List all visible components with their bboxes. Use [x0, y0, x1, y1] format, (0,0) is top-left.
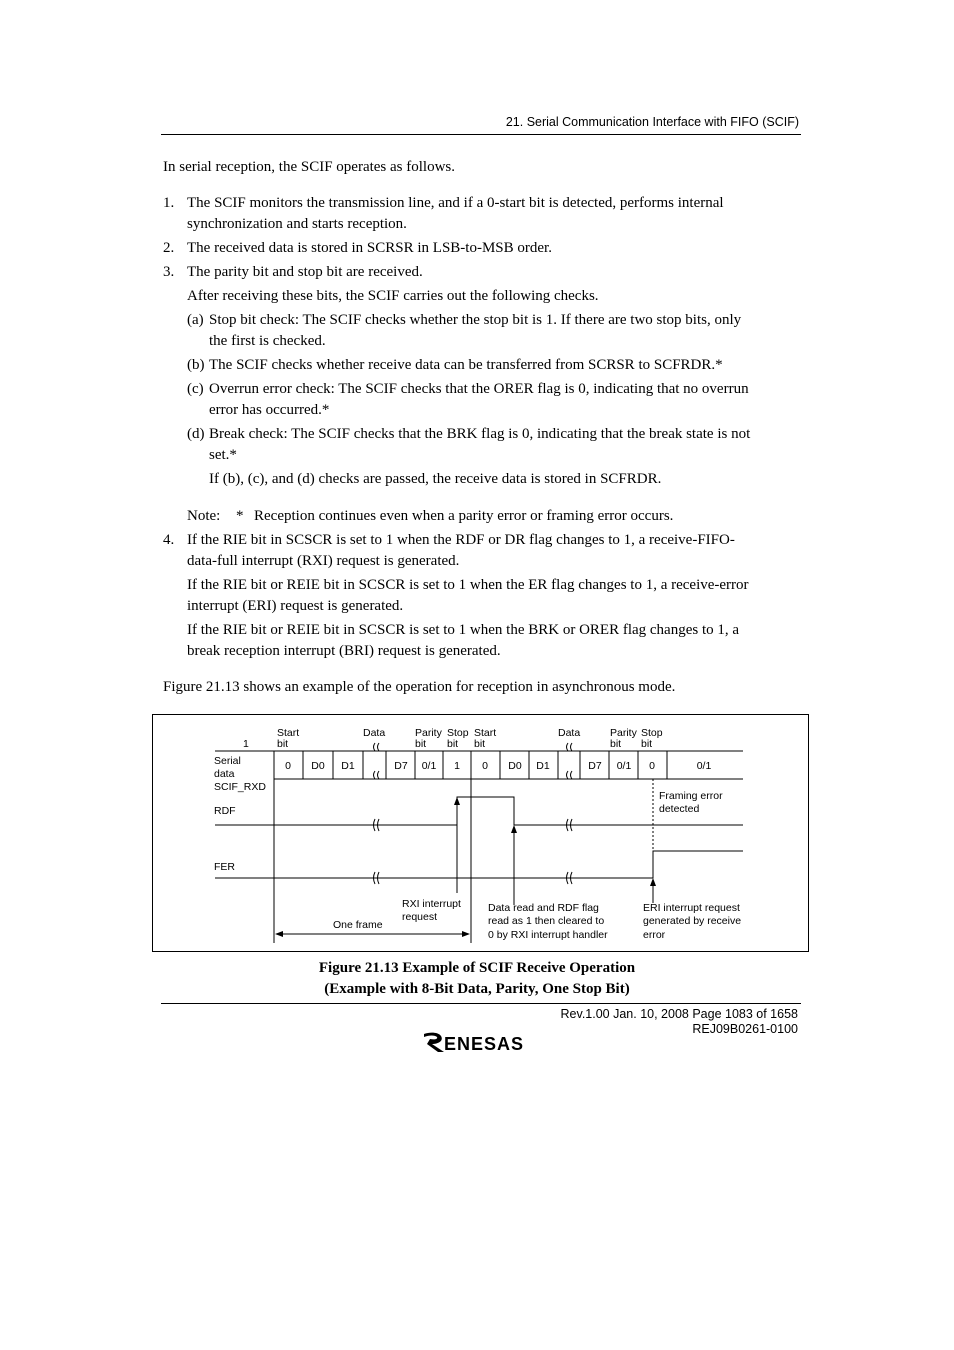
check-text: Stop bit check: The SCIF checks whether the stop bit is 1. If there are two stop bits, only	[209, 312, 742, 328]
renesas-logo-mark	[422, 1031, 542, 1055]
frame2-bit-boundaries	[500, 751, 667, 779]
check-label: (a)	[187, 312, 204, 328]
data-read-note: Data read and RDF flag	[488, 902, 599, 914]
step-number: 1.	[163, 195, 175, 211]
start-bit-label: Start	[277, 727, 300, 739]
figure-caption-title: Figure 21.13 Example of SCIF Receive Operation	[318, 960, 636, 976]
intro-paragraph: In serial reception, the SCIF operates as follows.	[163, 159, 456, 175]
one-frame-arrow-left	[275, 931, 283, 937]
step-text: synchronization and starts reception.	[187, 216, 407, 232]
framing-error-note: detected	[659, 803, 700, 815]
figure-caption-subtitle: (Example with 8-Bit Data, Parity, One Stop Bit)	[324, 981, 630, 997]
stop-bit-label: Stop	[447, 727, 469, 739]
eri-request-note: ERI interrupt request	[643, 902, 740, 914]
bit-value: D0	[311, 760, 325, 772]
bit-value: 0/1	[421, 760, 437, 772]
rxi-arrow-head	[454, 797, 460, 805]
note-star: *	[236, 508, 244, 524]
step-text: After receiving these bits, the SCIF carries out the following checks.	[187, 288, 599, 304]
fer-waveform	[215, 851, 743, 878]
eri-request-note: generated by receive	[643, 915, 742, 927]
step-text: If the RIE bit or REIE bit in SCSCR is set to 1 when the BRK or ORER flag changes to 1, a	[187, 622, 740, 638]
bit-value: 0	[285, 760, 291, 772]
step-text: The received data is stored in SCRSR in LSB-to-MSB order.	[187, 240, 552, 256]
header-rule	[161, 134, 801, 135]
bit-value: D7	[588, 760, 602, 772]
data-break-mark	[374, 743, 380, 779]
bit-value: 0	[649, 760, 655, 772]
parity-bit-label: bit	[610, 738, 622, 750]
start-bit-label: bit	[277, 738, 289, 750]
check-text: The SCIF checks whether receive data can be transferred from SCRSR to SCFRDR.*	[209, 357, 723, 373]
bit-value: D0	[508, 760, 522, 772]
data-read-arrow-head	[511, 825, 517, 833]
check-text: set.*	[209, 447, 237, 463]
start-bit-label: Start	[474, 727, 497, 739]
step-text: break reception interrupt (BRI) request is generated.	[187, 643, 501, 659]
renesas-logo-text: ENESAS	[444, 1034, 525, 1054]
bit-value: D1	[341, 760, 355, 772]
check-text: Overrun error check: The SCIF checks that the ORER flag is 0, indicating that no overrun	[209, 381, 749, 397]
data-read-note: 0 by RXI interrupt handler	[488, 929, 608, 941]
rxi-request-note: request	[402, 911, 438, 923]
data-read-note: read as 1 then cleared to	[488, 915, 605, 927]
step-text: If the RIE bit or REIE bit in SCSCR is set to 1 when the ER flag changes to 1, a receive-error	[187, 577, 749, 593]
step-text: interrupt (ERI) request is generated.	[187, 598, 404, 614]
note-label: Note:	[187, 508, 221, 524]
check-label: (c)	[187, 381, 204, 397]
serial-data-signal-label: Serial	[214, 755, 241, 767]
framing-error-note: Framing error	[659, 790, 723, 802]
bit-value: 0	[482, 760, 488, 772]
fer-signal-label: FER	[214, 861, 235, 873]
frame1-bit-boundaries	[303, 751, 471, 779]
data-label: Data	[558, 727, 581, 739]
note-text: Reception continues even when a parity error or framing error occurs.	[254, 508, 674, 524]
serial-data-signal-label: data	[214, 768, 235, 780]
renesas-logo	[422, 1031, 542, 1060]
footer-doc-number: REJ09B0261-0100	[692, 1022, 798, 1036]
timing-diagram-svg	[153, 715, 810, 953]
check-label: (b)	[187, 357, 205, 373]
stop-bit-label: bit	[641, 738, 653, 750]
check-text: error has occurred.*	[209, 402, 330, 418]
step-text: The parity bit and stop bit are received.	[187, 264, 423, 280]
bit-value: 1	[454, 760, 460, 772]
bit-value: D7	[394, 760, 408, 772]
parity-bit-label: Parity	[610, 727, 637, 739]
parity-bit-label: Parity	[415, 727, 442, 739]
timing-diagram	[152, 714, 809, 952]
stop-bit-label: Stop	[641, 727, 663, 739]
serial-data-signal-label: SCIF_RXD	[214, 781, 266, 793]
data-break-mark	[567, 743, 573, 779]
serial-data-low-line	[215, 751, 743, 779]
rxi-request-note: RXI interrupt	[402, 898, 461, 910]
step-number: 4.	[163, 532, 175, 548]
check-text: Break check: The SCIF checks that the BRK flag is 0, indicating that the break state is not	[209, 426, 751, 442]
figure-reference: Figure 21.13 shows an example of the operation for reception in asynchronous mode.	[163, 679, 676, 695]
start-bit-label: bit	[474, 738, 486, 750]
step-text: If the RIE bit in SCSCR is set to 1 when the RDF or DR flag changes to 1, a receive-FIFO-	[187, 532, 735, 548]
eri-request-note: error	[643, 929, 666, 941]
one-frame-arrow-right	[462, 931, 470, 937]
footer-revision: Rev.1.00 Jan. 10, 2008 Page 1083 of 1658	[560, 1007, 798, 1021]
step-text: data-full interrupt (RXI) request is generated.	[187, 553, 460, 569]
check-label: (d)	[187, 426, 205, 442]
footer-rule	[161, 1003, 801, 1004]
eri-arrow-head	[650, 878, 656, 886]
stop-bit-label: bit	[447, 738, 459, 750]
step-number: 2.	[163, 240, 175, 256]
check-text: the first is checked.	[209, 333, 326, 349]
bit-value: D1	[536, 760, 550, 772]
checks-passed-text: If (b), (c), and (d) checks are passed, the receive data is stored in SCFRDR.	[209, 471, 662, 487]
running-header: 21. Serial Communication Interface with FIFO (SCIF)	[505, 115, 799, 129]
idle-level-label: 1	[243, 738, 249, 750]
one-frame-label: One frame	[333, 919, 383, 931]
bit-value: 0/1	[696, 760, 712, 772]
rdf-signal-label: RDF	[214, 805, 236, 817]
data-label: Data	[363, 727, 386, 739]
step-number: 3.	[163, 264, 175, 280]
bit-value: 0/1	[616, 760, 632, 772]
parity-bit-label: bit	[415, 738, 427, 750]
step-text: The SCIF monitors the transmission line, and if a 0-start bit is detected, performs internal	[187, 195, 724, 211]
